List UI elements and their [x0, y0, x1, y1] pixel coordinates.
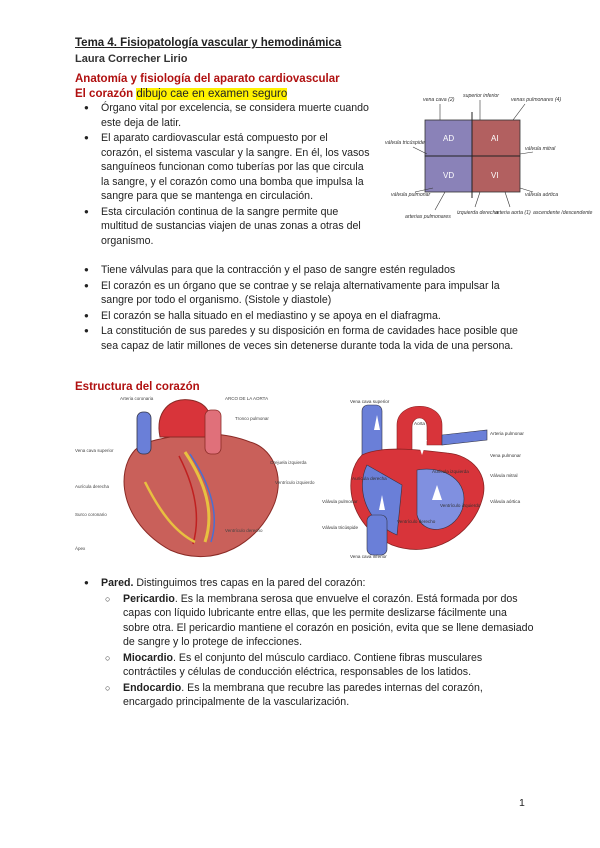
sketch-label-arterias-pulm: arterias pulmonares: [405, 214, 451, 220]
list-item: ● Tiene válvulas para que la contracción y el paso de sangre estén regulados: [79, 263, 529, 278]
layer-text: . Es la membrana que recubre las paredes internas del corazón, encargado principalmente de la vascularización.: [123, 681, 483, 708]
section-label-vena-pulm: Vena pulmonar: [490, 453, 521, 458]
list-item: ● La constitución de sus paredes y su disposición en forma de cavidades hace posible que sea capaz de latir millones de veces sin detenerse durante toda la vida de una persona.: [79, 324, 529, 353]
section-label-valvula-pulm: Válvula pulmonar: [322, 499, 358, 504]
list-item: ● El aparato cardiovascular está compuesto por el corazón, el sistema vascular y la sangre. En él, los vasos sanguíneos funcionan como tuberías por las que circula la sangre, y el corazón como una bomba que impulsa la sangre para que se mantenga en circulación.: [79, 131, 371, 204]
heart-label-tronco: Tronco pulmonar: [235, 416, 269, 421]
sketch-label-tricuspide: válvula tricúspide: [385, 140, 425, 146]
heart-bullets-narrow: [79, 101, 371, 249]
heart-label-surco: Surco coronario: [75, 512, 107, 517]
layer-miocardio: [101, 651, 534, 680]
pared-text: Distinguimos tres capas en la pared del corazón:: [133, 577, 366, 589]
sketch-label-sup-inf: superior inferior: [463, 93, 500, 99]
heart-label-ventriculo-der: Ventrículo derecho: [225, 528, 263, 533]
section-label-vena-cava-sup: Vena cava superior: [350, 399, 390, 404]
aorta-shape: [397, 406, 442, 455]
section-label-valvula-aortica: Válvula aórtica: [490, 499, 521, 504]
subsection-title-heart: [75, 88, 287, 100]
document-title: Tema 4. Fisiopatología vascular y hemodinámica: [75, 37, 342, 49]
pared-layers: [101, 592, 534, 710]
sketch-label-mitral: válvula mitral: [525, 146, 556, 152]
sketch-label-aortica: válvula aórtica: [525, 192, 559, 198]
section-title-structure: Estructura del corazón: [75, 381, 200, 393]
aortic-arch: [159, 400, 211, 437]
section-label-aorta: Aorta: [414, 421, 425, 426]
exam-highlight: dibujo cae en examen seguro: [136, 88, 288, 100]
list-item: ● Esta circulación continua de la sangre permite que multitud de sustancias viajen de unas zonas a otras del organismo.: [79, 205, 371, 249]
heart-label-ventriculo-izq: Ventrículo izquierdo: [275, 480, 315, 485]
heart-chamber-sketch: [385, 92, 593, 232]
layer-endocardio: [101, 681, 534, 710]
pared-list: [79, 576, 534, 711]
heart-bullets-wide: [79, 263, 529, 354]
section-label-arteria-pulm: Arteria pulmonar: [490, 431, 524, 436]
chamber-ai-label: AI: [491, 134, 499, 143]
author-name: Laura Correcher Lirio: [75, 53, 188, 65]
section-label-ventriculo-izq: Ventrículo izquierdo: [440, 503, 481, 508]
layer-name: Miocardio: [123, 651, 174, 664]
section-label-valvula-tric: Válvula tricúspide: [322, 525, 359, 530]
layer-name: Pericardio: [123, 592, 175, 605]
subsection-heart-label: El corazón: [75, 88, 134, 100]
sketch-label-pulmonar: válvula pulmonar: [391, 192, 431, 198]
heart-label-vena-cava: Vena cava superior: [75, 448, 114, 453]
superior-vena-cava: [137, 412, 151, 454]
section-label-ventriculo-der: Ventrículo derecho: [397, 519, 436, 524]
heart-label-orejuela: Orejuela izquierda: [270, 460, 307, 465]
list-item-pared: [79, 576, 534, 710]
heart-label-auricula: Aurícula derecha: [75, 484, 110, 489]
chamber-vi-label: VI: [491, 171, 499, 180]
list-item: ● El corazón es un órgano que se contrae y se relaja alternativamente para impulsar la sangre por todo el organismo. (Sistole y diastole): [79, 279, 529, 308]
heart-label-arco: ARCO DE LA AORTA: [225, 396, 269, 401]
arteria-pulmonar-shape: [442, 430, 487, 445]
section-label-valvula-mitral: Válvula mitral: [490, 473, 518, 478]
heart-label-apex: Ápex: [75, 546, 86, 551]
sketch-label-venas-pulm: venas pulmonares (4): [511, 97, 562, 103]
section-label-auricula-der: Aurícula derecha: [352, 476, 387, 481]
section-label-auricula-izq: Aurícula izquierda: [432, 469, 469, 474]
section-title-anatomy: Anatomía y fisiología del aparato cardiovascular: [75, 73, 340, 85]
sketch-label-arteria-aorta: arteria aorta (1): [495, 210, 531, 216]
list-item: ● Órgano vital por excelencia, se considera muerte cuando este deja de latir.: [79, 101, 371, 130]
sketch-label-asc-desc: ascendente /descendente: [533, 210, 593, 216]
section-label-vena-cava-inf: Vena cava inferior: [350, 554, 387, 559]
list-item: ● El corazón se halla situado en el mediastino y se apoya en el diafragma.: [79, 309, 529, 324]
layer-name: Endocardio: [123, 681, 182, 694]
chamber-vd-label: VD: [443, 171, 455, 180]
heart-external-illustration: [75, 392, 315, 564]
sketch-label-vena-cava: vena cava (2): [423, 97, 455, 103]
pared-label: Pared.: [101, 577, 134, 589]
heart-section-illustration: [322, 395, 527, 560]
layer-pericardio: [101, 592, 534, 650]
layer-text: . Es el conjunto del músculo cardiaco. Contiene fibras musculares contráctiles y células de conducción eléctrica, responsables de los latidos.: [123, 651, 483, 678]
chamber-ad-label: AD: [443, 134, 455, 143]
sketch-label-izq-der: izquierda derecha: [457, 210, 499, 216]
vena-cava-inferior-shape: [367, 515, 387, 555]
heart-label-arteria: Arteria coronaria: [120, 396, 154, 401]
page-number: 1: [519, 797, 525, 809]
layer-text: . Es la membrana serosa que envuelve el corazón. Está formada por dos capas con líquido lubricante entre ellas, que les permite deslizarse fácilmente una sobre otra. El pericardio mantiene el corazón en posición, evita que se llene demasiado de sangre y lo protege de infecciones.: [123, 592, 534, 648]
pulmonary-trunk: [205, 410, 221, 454]
